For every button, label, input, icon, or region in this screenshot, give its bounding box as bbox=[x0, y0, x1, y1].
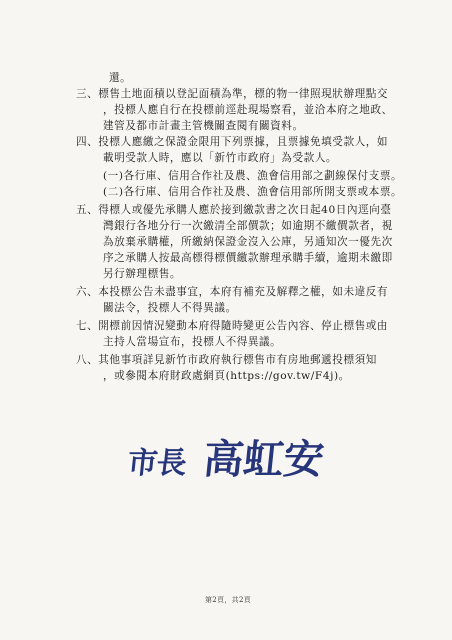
body-line: 為放棄承購權，所繳納保證金沒入公庫，另通知次一優先次 bbox=[103, 236, 393, 248]
section-five-line: 五、得標人或優先承購人應於接到繳款書之次日起40日內逕向臺 bbox=[76, 204, 392, 216]
body-line: 序之承購人按最高標得標價繳款辦理承購手續，逾期未繳即 bbox=[103, 252, 393, 264]
body-line: 灣銀行各地分行一次繳清全部價款；如逾期不繳價款者，視 bbox=[103, 220, 393, 232]
body-line: 載明受款人時，應以「新竹市政府」為受款人。 bbox=[103, 152, 338, 164]
signature-name: 高虹安 bbox=[201, 437, 327, 483]
body-line: 另行辦理標售。 bbox=[103, 268, 182, 280]
page-number: 第2頁，共2頁 bbox=[205, 596, 252, 604]
body-line: 還。 bbox=[109, 72, 132, 84]
mayor-signature bbox=[120, 426, 335, 483]
section-six-line: 六、本投標公告未盡事宜，本府有補充及解釋之權，如未違反有 bbox=[76, 286, 389, 298]
body-line: ，或參閱本府財政處網頁(https://gov.tw/F4j)。 bbox=[103, 370, 350, 382]
body-line: 主持人當場宣布，投標人不得異議。 bbox=[103, 336, 282, 348]
section-eight-line: 八、其他事項詳見新竹市政府執行標售市有房地郵遞投標須知 bbox=[76, 354, 377, 366]
body-line: 建管及都市計畫主管機關查閱有關資料。 bbox=[103, 120, 304, 132]
sub-item-two-line: (二)各行庫、信用合作社及農、漁會信用部所開支票或本票。 bbox=[103, 186, 403, 198]
section-seven-line: 七、開標前因情況變動本府得隨時變更公告內容、停止標售或由 bbox=[76, 320, 389, 332]
section-four-line: 四、投標人應繳之保證金限用下列票據，且票據免填受款人，如 bbox=[76, 136, 389, 148]
sub-item-one-line: (一)各行庫、信用合作社及農、漁會信用部之劃線保付支票。 bbox=[103, 170, 403, 182]
signature-title: 市長 bbox=[125, 446, 188, 481]
section-three-line: 三、標售土地面積以登記面積為準，標的物一律照現狀辦理點交 bbox=[76, 88, 389, 100]
body-line: ，投標人應自行在投標前逕赴現場察看，並洽本府之地政、 bbox=[103, 104, 393, 116]
body-line: 關法令，投標人不得異議。 bbox=[103, 302, 237, 314]
